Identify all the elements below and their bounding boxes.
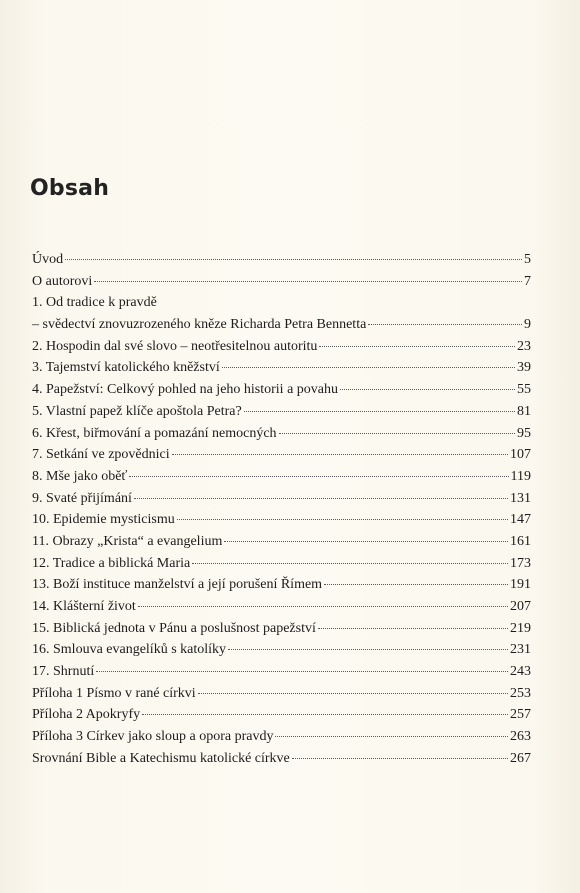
toc-entry — [32, 621, 531, 643]
toc-entry — [32, 274, 531, 296]
dot-leader — [224, 541, 508, 542]
dot-leader — [172, 454, 508, 455]
toc-entry-title: 16. Smlouva evangelíků s katolíky — [32, 642, 227, 658]
toc-entry — [32, 360, 531, 382]
toc-entry — [32, 252, 531, 274]
dot-leader — [292, 758, 508, 759]
toc-entry — [32, 382, 531, 404]
toc-entry-title: 10. Epidemie mysticismu — [32, 512, 175, 528]
dot-leader — [340, 389, 515, 390]
toc-entry-title: 14. Klášterní život — [32, 599, 136, 614]
toc-entry-page-number: 81 — [517, 403, 531, 419]
toc-entry-page-number: 173 — [510, 555, 531, 571]
toc-entry-title: 3. Tajemství katolického kněžství — [32, 360, 220, 376]
toc-entry-page-number: 39 — [517, 360, 531, 376]
page-title: Obsah — [30, 176, 110, 201]
toc-entry-page-number: 119 — [510, 468, 531, 484]
toc-entry — [32, 599, 531, 621]
toc-entry — [32, 339, 531, 361]
toc-entry — [32, 447, 531, 469]
toc-entry-title: Příloha 2 Apokryfy — [32, 707, 141, 723]
toc-entry — [32, 512, 531, 534]
toc-entry-title: 12. Tradice a biblická Maria — [32, 555, 191, 571]
dot-leader — [129, 476, 508, 477]
dot-leader — [198, 693, 508, 694]
toc-entry-page-number: 23 — [517, 338, 531, 354]
toc-entry-page-number: 107 — [510, 447, 531, 463]
toc-entry-title: 5. Vlastní papež klíče apoštola Petra? — [32, 403, 242, 419]
dot-leader — [244, 411, 515, 412]
toc-entry-title: 1. Od tradice k pravdě — [32, 295, 157, 311]
toc-entry — [32, 729, 531, 751]
dot-leader — [94, 281, 522, 282]
toc-entry-title: 8. Mše jako oběť — [32, 468, 128, 484]
dot-leader — [222, 367, 515, 368]
toc-entry — [32, 707, 531, 729]
toc-entry-title: 4. Papežství: Celkový pohled na jeho historii a povahu — [32, 382, 339, 398]
dot-leader — [279, 433, 515, 434]
toc-entry-title: 13. Boží instituce manželství a její porušení Římem — [32, 577, 323, 593]
toc-entry — [32, 426, 531, 448]
toc-entry-page-number: 231 — [510, 642, 531, 658]
toc-entry-page-number: 131 — [510, 490, 531, 506]
toc-entry-page-number: 257 — [510, 707, 531, 723]
toc-entry — [32, 642, 531, 664]
toc-entry-page-number: 9 — [524, 317, 531, 333]
dot-leader — [138, 606, 508, 607]
toc-entry — [32, 686, 531, 708]
dot-leader — [134, 498, 508, 499]
toc-entry-title: 9. Svaté přijímání — [32, 490, 132, 506]
toc-entry-title: 7. Setkání ve zpovědnici — [32, 447, 170, 463]
toc-entry-page-number: 253 — [510, 685, 531, 701]
toc-entry-title: Srovnání Bible a Katechismu katolické církve — [32, 750, 290, 766]
toc-entry — [32, 534, 531, 556]
toc-entry-page-number: 161 — [510, 533, 531, 549]
toc-entry-title: O autorovi — [32, 273, 93, 289]
toc-entry-title: Příloha 3 Církev jako sloup a opora pravdy — [32, 729, 274, 745]
toc-entry-page-number: 207 — [510, 599, 531, 614]
toc-entry-page-number: 5 — [524, 252, 531, 267]
toc-entry-page-number: 267 — [510, 750, 531, 766]
toc-entry — [32, 751, 531, 773]
toc-entry-page-number: 95 — [517, 425, 531, 441]
toc-entry — [32, 317, 531, 339]
toc-entry-title: Úvod — [32, 252, 64, 267]
dot-leader — [142, 714, 508, 715]
toc-entry-page-number: 263 — [510, 729, 531, 745]
dot-leader — [324, 584, 508, 585]
dot-leader — [177, 519, 508, 520]
table-of-contents — [32, 252, 531, 773]
toc-entry — [32, 664, 531, 686]
toc-entry-title: Příloha 1 Písmo v rané církvi — [32, 685, 196, 701]
dot-leader — [318, 628, 508, 629]
toc-entry — [32, 491, 531, 513]
toc-entry — [32, 577, 531, 599]
dot-leader — [65, 259, 522, 260]
toc-entry — [32, 556, 531, 578]
dot-leader — [368, 324, 522, 325]
toc-entry-title: 15. Biblická jednota v Pánu a poslušnost papežství — [32, 620, 316, 636]
dot-leader — [319, 346, 515, 347]
toc-entry-title: 11. Obrazy „Krista“ a evangelium — [32, 533, 223, 549]
toc-entry-page-number: 243 — [510, 664, 531, 680]
toc-entry-page-number: 7 — [524, 273, 531, 289]
toc-entry-title: – svědectví znovuzrozeného kněze Richarda Petra Bennetta — [32, 317, 367, 333]
toc-entry-page-number: 55 — [517, 382, 531, 398]
dot-leader — [192, 563, 508, 564]
toc-entry-title: 2. Hospodin dal své slovo – neotřesitelnou autoritu — [32, 338, 318, 354]
toc-entry — [32, 404, 531, 426]
toc-entry-title: 6. Křest, biřmování a pomazání nemocných — [32, 425, 277, 441]
toc-entry — [32, 295, 531, 317]
dot-leader — [96, 671, 508, 672]
toc-entry-page-number: 147 — [510, 512, 531, 528]
toc-entry-page-number: 191 — [510, 577, 531, 593]
dot-leader — [228, 649, 508, 650]
toc-entry — [32, 469, 531, 491]
dot-leader — [275, 736, 508, 737]
toc-entry-page-number: 219 — [510, 620, 531, 636]
toc-entry-title: 17. Shrnutí — [32, 664, 95, 680]
